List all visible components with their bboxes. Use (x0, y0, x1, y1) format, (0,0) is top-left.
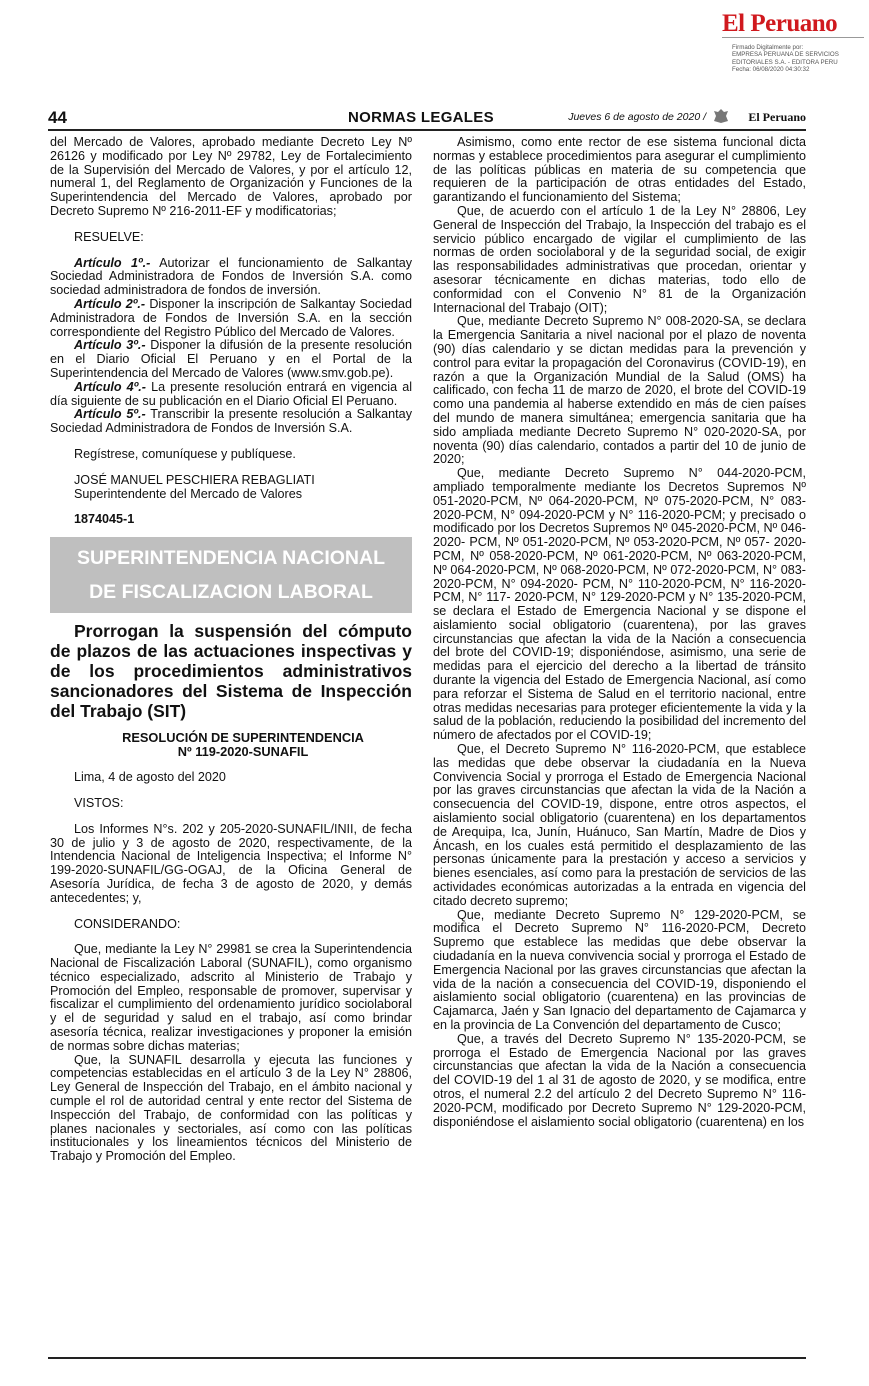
banner-line: DE FISCALIZACION LABORAL (89, 581, 373, 604)
agency-banner (50, 537, 412, 613)
paragraph: Que, de acuerdo con el artículo 1 de la Ley N° 28806, Ley General de Inspección del Trabajo, la Inspección del trabajo es el servicio público encargado de vigilar el cumplimiento de las normas de orden sociolaboral y de la seguridad social, de exigir las responsabilidades administrativas que procedan, orientar y asesorar técnicamente en dichas materias, todo ello de conformidad con el Convenio N° 81 de la Organización Internacional del Trabajo (OIT); (433, 203, 806, 315)
right-column (433, 136, 806, 1129)
left-column (50, 136, 412, 1164)
el-peruano-logo: El Peruano (722, 10, 838, 37)
publication-name: El Peruano (748, 110, 806, 124)
signature-line: Firmado Digitalmente por: (732, 44, 804, 51)
paragraph: Que, mediante Decreto Supremo N° 129-2020-PCM, se modifica el Decreto Supremo N° 116-2020-PCM, Decreto Supremo que establece las medidas que debe observar la ciudadanía en la nueva convivencia social y prorroga el Estado de Emergencia Nacional por las graves circunstancias que afectan la vida de la nación a consecuencia del COVID-19, disponiendo el aislamiento social obligatorio (cuarentena) en las provincias de Cajamarca, Jaén y San Ignacio del departamento de Cajamarca y en la provincia de La Convención del departamento de Cusco; (433, 907, 806, 1032)
resolution-title: RESOLUCIÓN DE SUPERINTENDENCIA (122, 730, 364, 746)
footer-rule (48, 1357, 806, 1359)
closing-formula: Regístrese, comuníquese y publíquese. (74, 446, 296, 461)
place-date: Lima, 4 de agosto del 2020 (74, 770, 226, 785)
paragraph: Que, mediante Decreto Supremo N° 008-2020-SA, se declara la Emergencia Sanitaria a nivel nacional por el plazo de noventa (90) días calendario y se dictan medidas para la prevención y control para evitar la propagación del Coronavirus (COVID-19), en razón a que la Organización Mundial de la Salud (OMS) ha calificado, con fecha 11 de marzo de 2020, el brote del COVID-19 como una pandemia al haberse extendido en más de cien países del mundo de manera simultánea; emergencia sanitaria que ha sido ampliada mediante Decreto Supremo N° 020-2020-SA, por noventa (90) días calendario, contados a partir del 10 de junio de 2020; (433, 314, 806, 467)
resolution-headline: Prorrogan la suspensión del cómputo de plazos de las actuaciones inspectivas y de los procedimientos administrativos sancionadores del Sistema de Inspección del Trabajo (SIT) (50, 621, 412, 722)
article-5: Artículo 5º.- Transcribir la presente resolución a Salkantay Sociedad Administradora de Fondos de Inversión S.A. (50, 407, 412, 436)
paragraph: Que, mediante la Ley N° 29981 se crea la Superintendencia Nacional de Fiscalización Laboral (SUNAFIL), como organismo técnico especializado, adscrito al Ministerio de Trabajo y Promoción del Empleo, responsable de promover, supervisar y fiscalizar el cumplimiento del ordenamiento jurídico sociolaboral y el de seguridad y salud en el trabajo, así como brindar asesoría técnica, realizar investigaciones y proponer la emisión de normas sobre dichas materias; (50, 942, 412, 1053)
article-4: Artículo 4º.- La presente resolución entrará en vigencia al día siguiente de su publicación en el Diario Oficial El Peruano. (50, 379, 413, 408)
logo-underline (722, 37, 864, 41)
article-2: Artículo 2º.- Disponer la inscripción de Salkantay Sociedad Administradora de Fondos de Inversión S.A. en la sección correspondiente del Registro Público del Mercado de Valores. (50, 296, 412, 339)
header-rule (48, 129, 806, 131)
article-label: Artículo 4º.- (74, 379, 146, 394)
paragraph: Los Informes N°s. 202 y 205-2020-SUNAFIL/INII, de fecha 30 de julio y 3 de agosto de 2020, respectivamente, de la Intendencia Nacional de Inteligencia Inspectiva; el Informe N° 199-2020-SUNAFIL/GG-OGAJ, de la Oficina General de Asesoría Jurídica, de fecha 3 de agosto de 2020, y demás antecedentes; y, (50, 821, 412, 905)
article-label: Artículo 2º.- (74, 296, 146, 311)
vistos-heading: VISTOS: (74, 795, 124, 810)
document-number: 1874045-1 (74, 512, 135, 527)
paragraph: Que, el Decreto Supremo N° 116-2020-PCM, que establece las medidas que debe observar la ciudadanía en la Nueva Convivencia Social y prorroga el Estado de Emergencia Nacional por las graves circunstancias que afectan la vida de la Nación a consecuencia del COVID-19, dispone, entre otros aspectos, el aislamiento social obligatorio (cuarentena) en los departamentos de Arequipa, Ica, Junín, Huánuco, San Martín, Madre de Dios y Áncash, en los cuales está permitido el desplazamiento de las personas únicamente para la prestación y acceso a servicios y bienes esenciales, así como para la prestación de servicios de las actividades económicas autorizadas a la entrada en vigencia del citado decreto supremo; (433, 742, 806, 908)
paragraph: Asimismo, como ente rector de ese sistema funcional dicta normas y establece procedimientos para asegurar el cumplimiento de las políticas públicas en materia de su competencia que requieren de la participación de otras entidades del Estado, garantizando el funcionamiento del Sistema; (433, 135, 806, 205)
signature-line: EMPRESA PERUANA DE SERVICIOS (732, 51, 839, 59)
resuelve-heading: RESUELVE: (74, 229, 144, 244)
banner-line: SUPERINTENDENCIA NACIONAL (76, 547, 386, 570)
page-number: 44 (48, 108, 67, 127)
signer-name: JOSÉ MANUEL PESCHIERA REBAGLIATI (74, 472, 315, 487)
paragraph: Que, a través del Decreto Supremo N° 135-2020-PCM, se prorroga el Estado de Emergencia Nacional por las graves circunstancias que afectan la vida de la Nación a consecuencia del COVID-19 del 1 al 31 de agosto de 2020, y se modifica, entre otros, el numeral 2.2 del artículo 2 del Decreto Supremo N° 116-2020-PCM, modificado por Decreto Supremo N° 129-2020-PCM, disponiéndose el aislamiento social obligatorio (cuarentena) en los (433, 1031, 806, 1129)
issue-date: Jueves 6 de agosto de 2020 / (568, 111, 706, 123)
coat-of-arms-icon (712, 108, 730, 124)
paragraph: del Mercado de Valores, aprobado mediante Decreto Ley Nº 26126 y modificado por Ley Nº 29782, Ley de Fortalecimiento de la Supervisión del Mercado de Valores, y por el artículo 12, numeral 1, del Reglamento de Organización y Funciones de la Superintendencia del Mercado de Valores, aprobado por Decreto Supremo Nº 216-2011-EF y modificatorias; (50, 135, 412, 218)
signature-line: Fecha: 06/08/2020 04:30:32 (732, 65, 810, 73)
article-label: Artículo 5º.- (74, 407, 146, 422)
considerando-heading: CONSIDERANDO: (74, 916, 181, 931)
page-header (48, 108, 806, 128)
article-3: Artículo 3º.- Disponer la difusión de la presente resolución en el Diario Oficial El Peruano y en el Portal de la Superintendencia del Mercado de Valores (www.smv.gob.pe). (50, 338, 413, 380)
paragraph: Que, mediante Decreto Supremo N° 044-2020-PCM, ampliado temporalmente mediante los Decretos Supremos Nº 051-2020-PCM, Nº 064-2020-PCM, Nº 075-2020-PCM, N° 083-2020-PCM, N° 094-2020-PCM y N° 116-2020-PCM; y precisado o modificado por los Decretos Supremos Nº 045-2020-PCM, Nº 046-2020- PCM, Nº 051-2020-PCM, Nº 053-2020-PCM, Nº 057- 2020-PCM, Nº 058-2020-PCM, Nº 061-2020-PCM, Nº 063-2020-PCM, Nº 064-2020-PCM, Nº 068-2020-PCM, Nº 072-2020-PCM, N° 083-2020-PCM, N° 094-2020- PCM, N° 110-2020-PCM, N° 116-2020-PCM, N° 117- 2020-PCM, N° 129-2020-PCM y N° 135-2020-PCM, se declara el Estado de Emergencia Nacional y se dispone el aislamiento social obligatorio (cuarentena), por las graves circunstancias que afectan la vida de la Nación a consecuencia del brote del COVID-19; disponiéndose, asimismo, una serie de medidas para el ejercicio del derecho a la libertad de tránsito durante la vigencia del Estado de Emergencia Nacional, así como para reforzar el Sistema de Salud en el territorio nacional, entre otras medidas necesarias para proteger eficientemente la vida y la salud de la población, reduciendo la posibilidad del incremento del número de afectados por el COVID-19; (433, 466, 806, 743)
article-label: Artículo 3º.- (74, 338, 146, 353)
signature-line: EDITORIALES S.A. - EDITORA PERU (732, 58, 838, 66)
article-1: Artículo 1º.- Autorizar el funcionamiento de Salkantay Sociedad Administradora de Fondos de Inversión S.A. como sociedad administradora de fondos de inversión. (50, 255, 412, 298)
signer-title: Superintendente del Mercado de Valores (74, 486, 303, 501)
section-title: NORMAS LEGALES (348, 109, 494, 126)
digital-signature-stamp (732, 44, 864, 73)
resolution-number: Nº 119-2020-SUNAFIL (177, 744, 309, 760)
paragraph: Que, la SUNAFIL desarrolla y ejecuta las funciones y competencias establecidas en el artículo 3 de la Ley N° 28806, Ley General de Inspección del Trabajo, en el ámbito nacional y cumple el rol de autoridad central y ente rector del Sistema de Inspección del Trabajo, de conformidad con las políticas y planes nacionales y sectoriales, así como con las políticas institucionales y los lineamientos técnicos del Ministerio de Trabajo y Promoción del Empleo. (50, 1052, 412, 1164)
article-label: Artículo 1º.- (74, 255, 151, 270)
